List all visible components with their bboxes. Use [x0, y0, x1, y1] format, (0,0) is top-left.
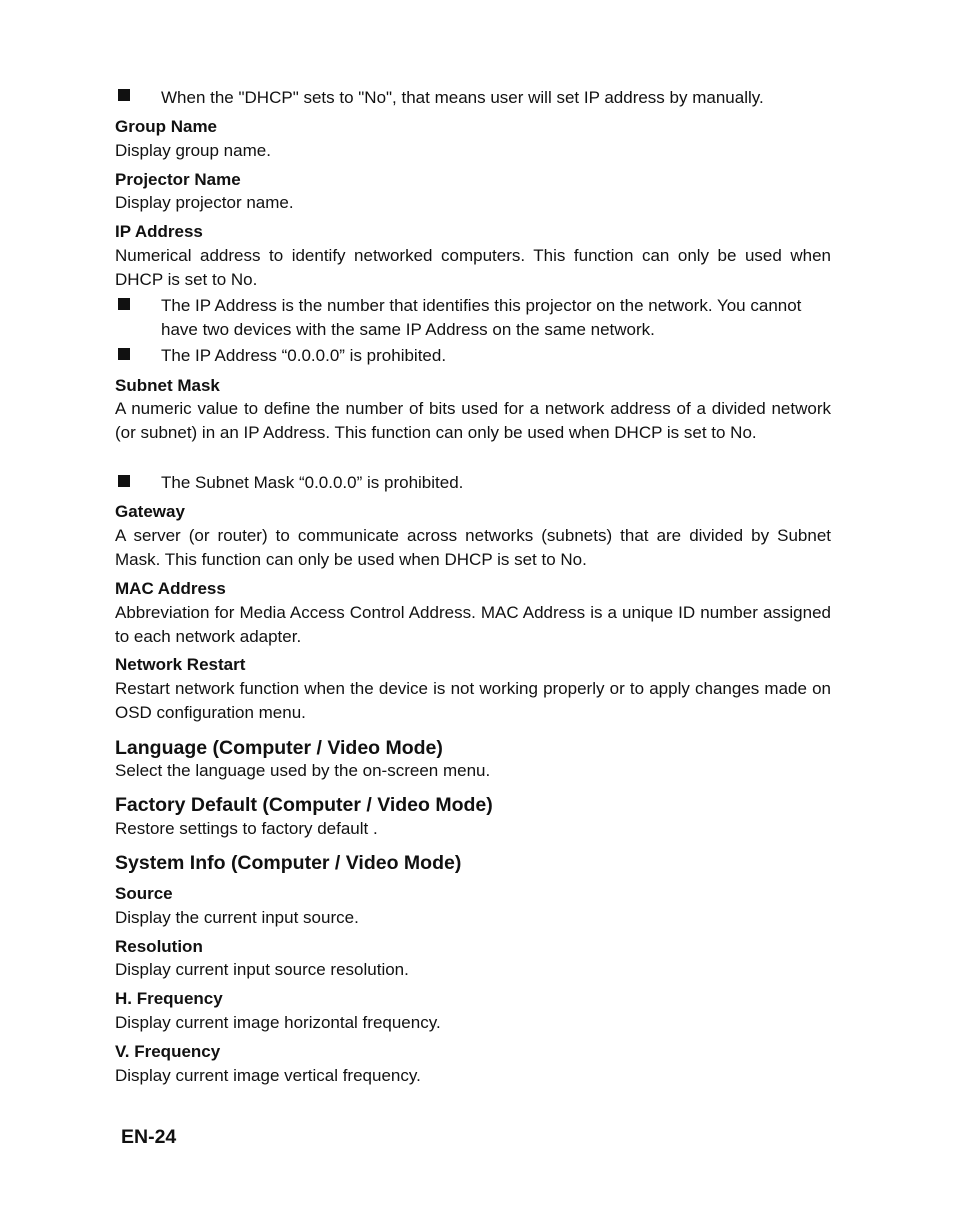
factory-default-desc: Restore settings to factory default . — [115, 819, 378, 838]
ip-note-1-text: The IP Address is the number that identifies this projector on the network. You cannot have two devices with the same IP Address on the same network. — [161, 296, 802, 339]
projector-name-desc: Display projector name. — [115, 193, 294, 212]
square-bullet-icon — [118, 89, 130, 101]
v-frequency-desc: Display current image vertical frequency. — [115, 1066, 421, 1085]
h-frequency-heading: H. Frequency — [115, 989, 223, 1008]
factory-default-heading: Factory Default (Computer / Video Mode) — [115, 794, 493, 816]
language-desc: Select the language used by the on-screen menu. — [115, 761, 491, 780]
subnet-note-text: The Subnet Mask “0.0.0.0” is prohibited. — [161, 473, 464, 492]
mac-address-heading: MAC Address — [115, 579, 226, 598]
projector-name-heading: Projector Name — [115, 170, 241, 189]
source-heading: Source — [115, 884, 173, 903]
page-number: EN-24 — [121, 1126, 177, 1148]
subnet-mask-heading: Subnet Mask — [115, 376, 220, 395]
group-name-desc: Display group name. — [115, 141, 271, 160]
mac-address-desc: Abbreviation for Media Access Control Address. MAC Address is a unique ID number assigned to each network adapter. — [115, 603, 831, 646]
resolution-desc: Display current input source resolution. — [115, 960, 409, 979]
ip-note-2-text: The IP Address “0.0.0.0” is prohibited. — [161, 346, 447, 365]
source-desc: Display the current input source. — [115, 908, 359, 927]
square-bullet-icon — [118, 298, 130, 310]
v-frequency-heading: V. Frequency — [115, 1042, 221, 1061]
language-heading: Language (Computer / Video Mode) — [115, 737, 443, 759]
resolution-heading: Resolution — [115, 937, 203, 956]
ip-address-heading: IP Address — [115, 222, 203, 241]
gateway-desc: A server (or router) to communicate across networks (subnets) that are divided by Subnet Mask. This function can only be used when DHCP is set to No. — [115, 526, 831, 569]
dhcp-note-text: When the "DHCP" sets to "No", that means user will set IP address by manually. — [161, 88, 764, 107]
h-frequency-desc: Display current image horizontal frequency. — [115, 1013, 441, 1032]
gateway-heading: Gateway — [115, 502, 185, 521]
square-bullet-icon — [118, 348, 130, 360]
group-name-heading: Group Name — [115, 117, 218, 136]
network-restart-desc: Restart network function when the device is not working properly or to apply changes made on OSD configuration menu. — [115, 679, 831, 722]
square-bullet-icon — [118, 475, 130, 487]
subnet-mask-desc: A numeric value to define the number of bits used for a network address of a divided network (or subnet) in an IP Address. This function can only be used when DHCP is set to No. — [115, 399, 831, 442]
system-info-heading: System Info (Computer / Video Mode) — [115, 852, 462, 874]
ip-address-desc: Numerical address to identify networked computers. This function can only be used when DHCP is set to No. — [115, 246, 831, 289]
network-restart-heading: Network Restart — [115, 655, 246, 674]
